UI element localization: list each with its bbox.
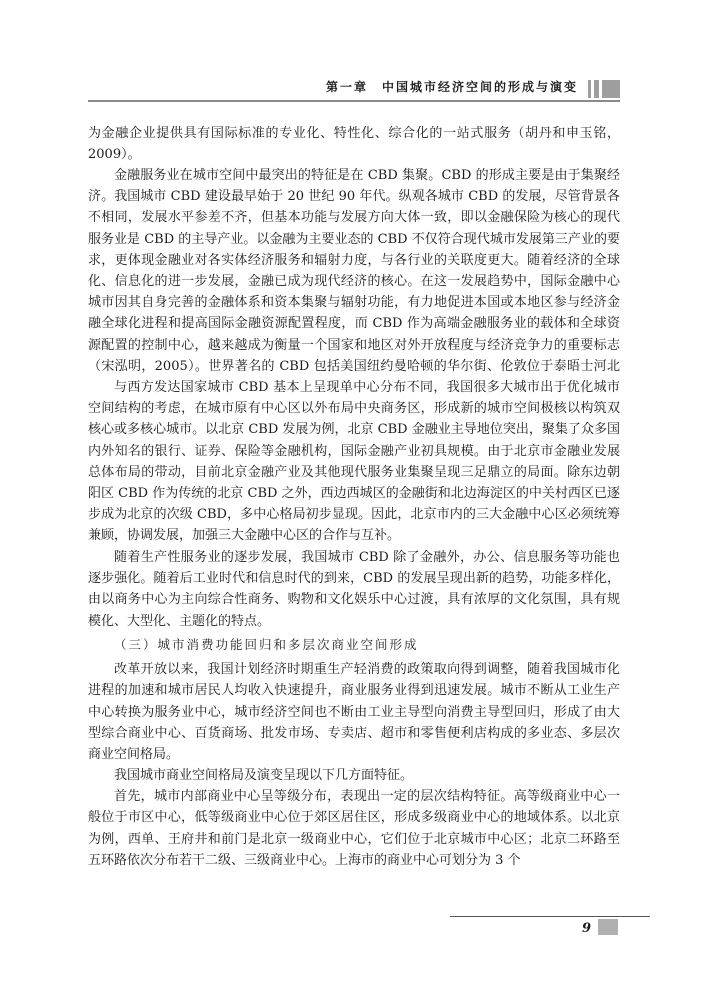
header-rule bbox=[88, 100, 620, 102]
section-heading: （三）城市消费功能回归和多层次商业空间形成 bbox=[114, 637, 419, 652]
page-body bbox=[88, 123, 620, 871]
paragraph: 为金融企业提供具有国际标准的专业化、特性化、综合化的一站式服务（胡丹和申玉铭，2009）。 bbox=[88, 126, 620, 163]
footer-decoration-block bbox=[598, 919, 618, 935]
paragraph: 改革开放以来，我国计划经济时期重生产轻消费的政策取向得到调整，随着我国城市化进程的加速和城市居民人均收入快速提升，商业服务业得到迅速发展。城市不断从工业生产中心转换为服务业中心，城市经济空间也不断由工业主导型向消费主导型回归，形成了由大型综合商业中心、百货商场、批发市场、专卖店、超市和零售便利店构成的多业态、多层次商业空间格局。 bbox=[88, 662, 620, 763]
header-bar bbox=[588, 80, 591, 98]
footer-rule bbox=[450, 916, 650, 917]
chapter-title: 第一章 中国城市经济空间的形成与演变 bbox=[325, 80, 578, 94]
paragraph: 金融服务业在城市空间中最突出的特征是在 CBD 集聚。CBD 的形成主要是由于集聚经济。我国城市 CBD 建设最早始于 20 世纪 90 年代。纵观各城市 CBD 的发展，尽管背景各不相同，发展水平参差不齐，但基本功能与发展方向大体一致，即以金融保险为核心的现代服务业是 CBD 的主导产业。以金融为主要业态的 CBD 不仅符合现代城市发展第三产业的要求，更体现金融业对各实体经济服务和辐射力度，与各行业的关联度更大。随着经济的全球化、信息化的进一步发展，金融已成为现代经济的核心。在这一发展趋势中，国际金融中心城市因其自身完善的金融体系和资本集聚与辐射功能，有力地促进本国或本地区参与经济金融全球化进程和提高国际金融资源配置程度，而 CBD 作为高端金融服务业的载体和全球资源配置的控制中心，越来越成为衡量一个国家和地区对外开放程度与经济竞争力的重要标志（宋泓明，2005）。世界著名的 CBD 包括美国纽约曼哈顿的华尔街、伦敦位于泰晤士河北 bbox=[88, 168, 620, 374]
header-bar bbox=[602, 80, 620, 98]
page-number: 9 bbox=[582, 921, 592, 936]
paragraph: 随着生产性服务业的逐步发展，我国城市 CBD 除了金融外，办公、信息服务等功能也逐步强化。随着后工业时代和信息时代的到来，CBD 的发展呈现出新的趋势，功能多样化，由以商务中心为主向综合性商务、购物和文化娱乐中心过渡，具有浓厚的文化氛围，具有规模化、大型化、主题化的特点。 bbox=[88, 550, 620, 629]
paragraph: 与西方发达国家城市 CBD 基本上呈现单中心分布不同，我国很多大城市出于优化城市空间结构的考虑，在城市原有中心区以外布局中央商务区，形成新的城市空间极核以构筑双核心或多核心城市。以北京 CBD 发展为例，北京 CBD 金融业主导地位突出，聚集了众多国内外知名的银行、证券、保险等金融机构，国际金融产业初具规模。由于北京市金融业发展总体布局的带动，目前北京金融产业及其他现代服务业集聚呈现三足鼎立的局面。除东边朝阳区 CBD 作为传统的北京 CBD 之外，西边西城区的金融街和北边海淀区的中关村西区已逐步成为北京的次级 CBD，多中心格局初步显现。因此，北京市内的三大金融中心区必须统筹兼顾，协调发展，加强三大金融中心区的合作与互补。 bbox=[88, 380, 620, 544]
paragraph: 首先，城市内部商业中心呈等级分布，表现出一定的层次结构特征。高等级商业中心一般位于市区中心，低等级商业中心位于郊区居住区，形成多级商业中心的地域体系。以北京为例，西单、王府井和前门是北京一级商业中心，它们位于北京城市中心区；北京二环路至五环路依次分布若干二级、三级商业中心。上海市的商业中心可划分为 3 个 bbox=[88, 789, 620, 868]
header-bar bbox=[594, 80, 599, 98]
paragraph: 我国城市商业空间格局及演变呈现以下几方面特征。 bbox=[114, 768, 414, 784]
